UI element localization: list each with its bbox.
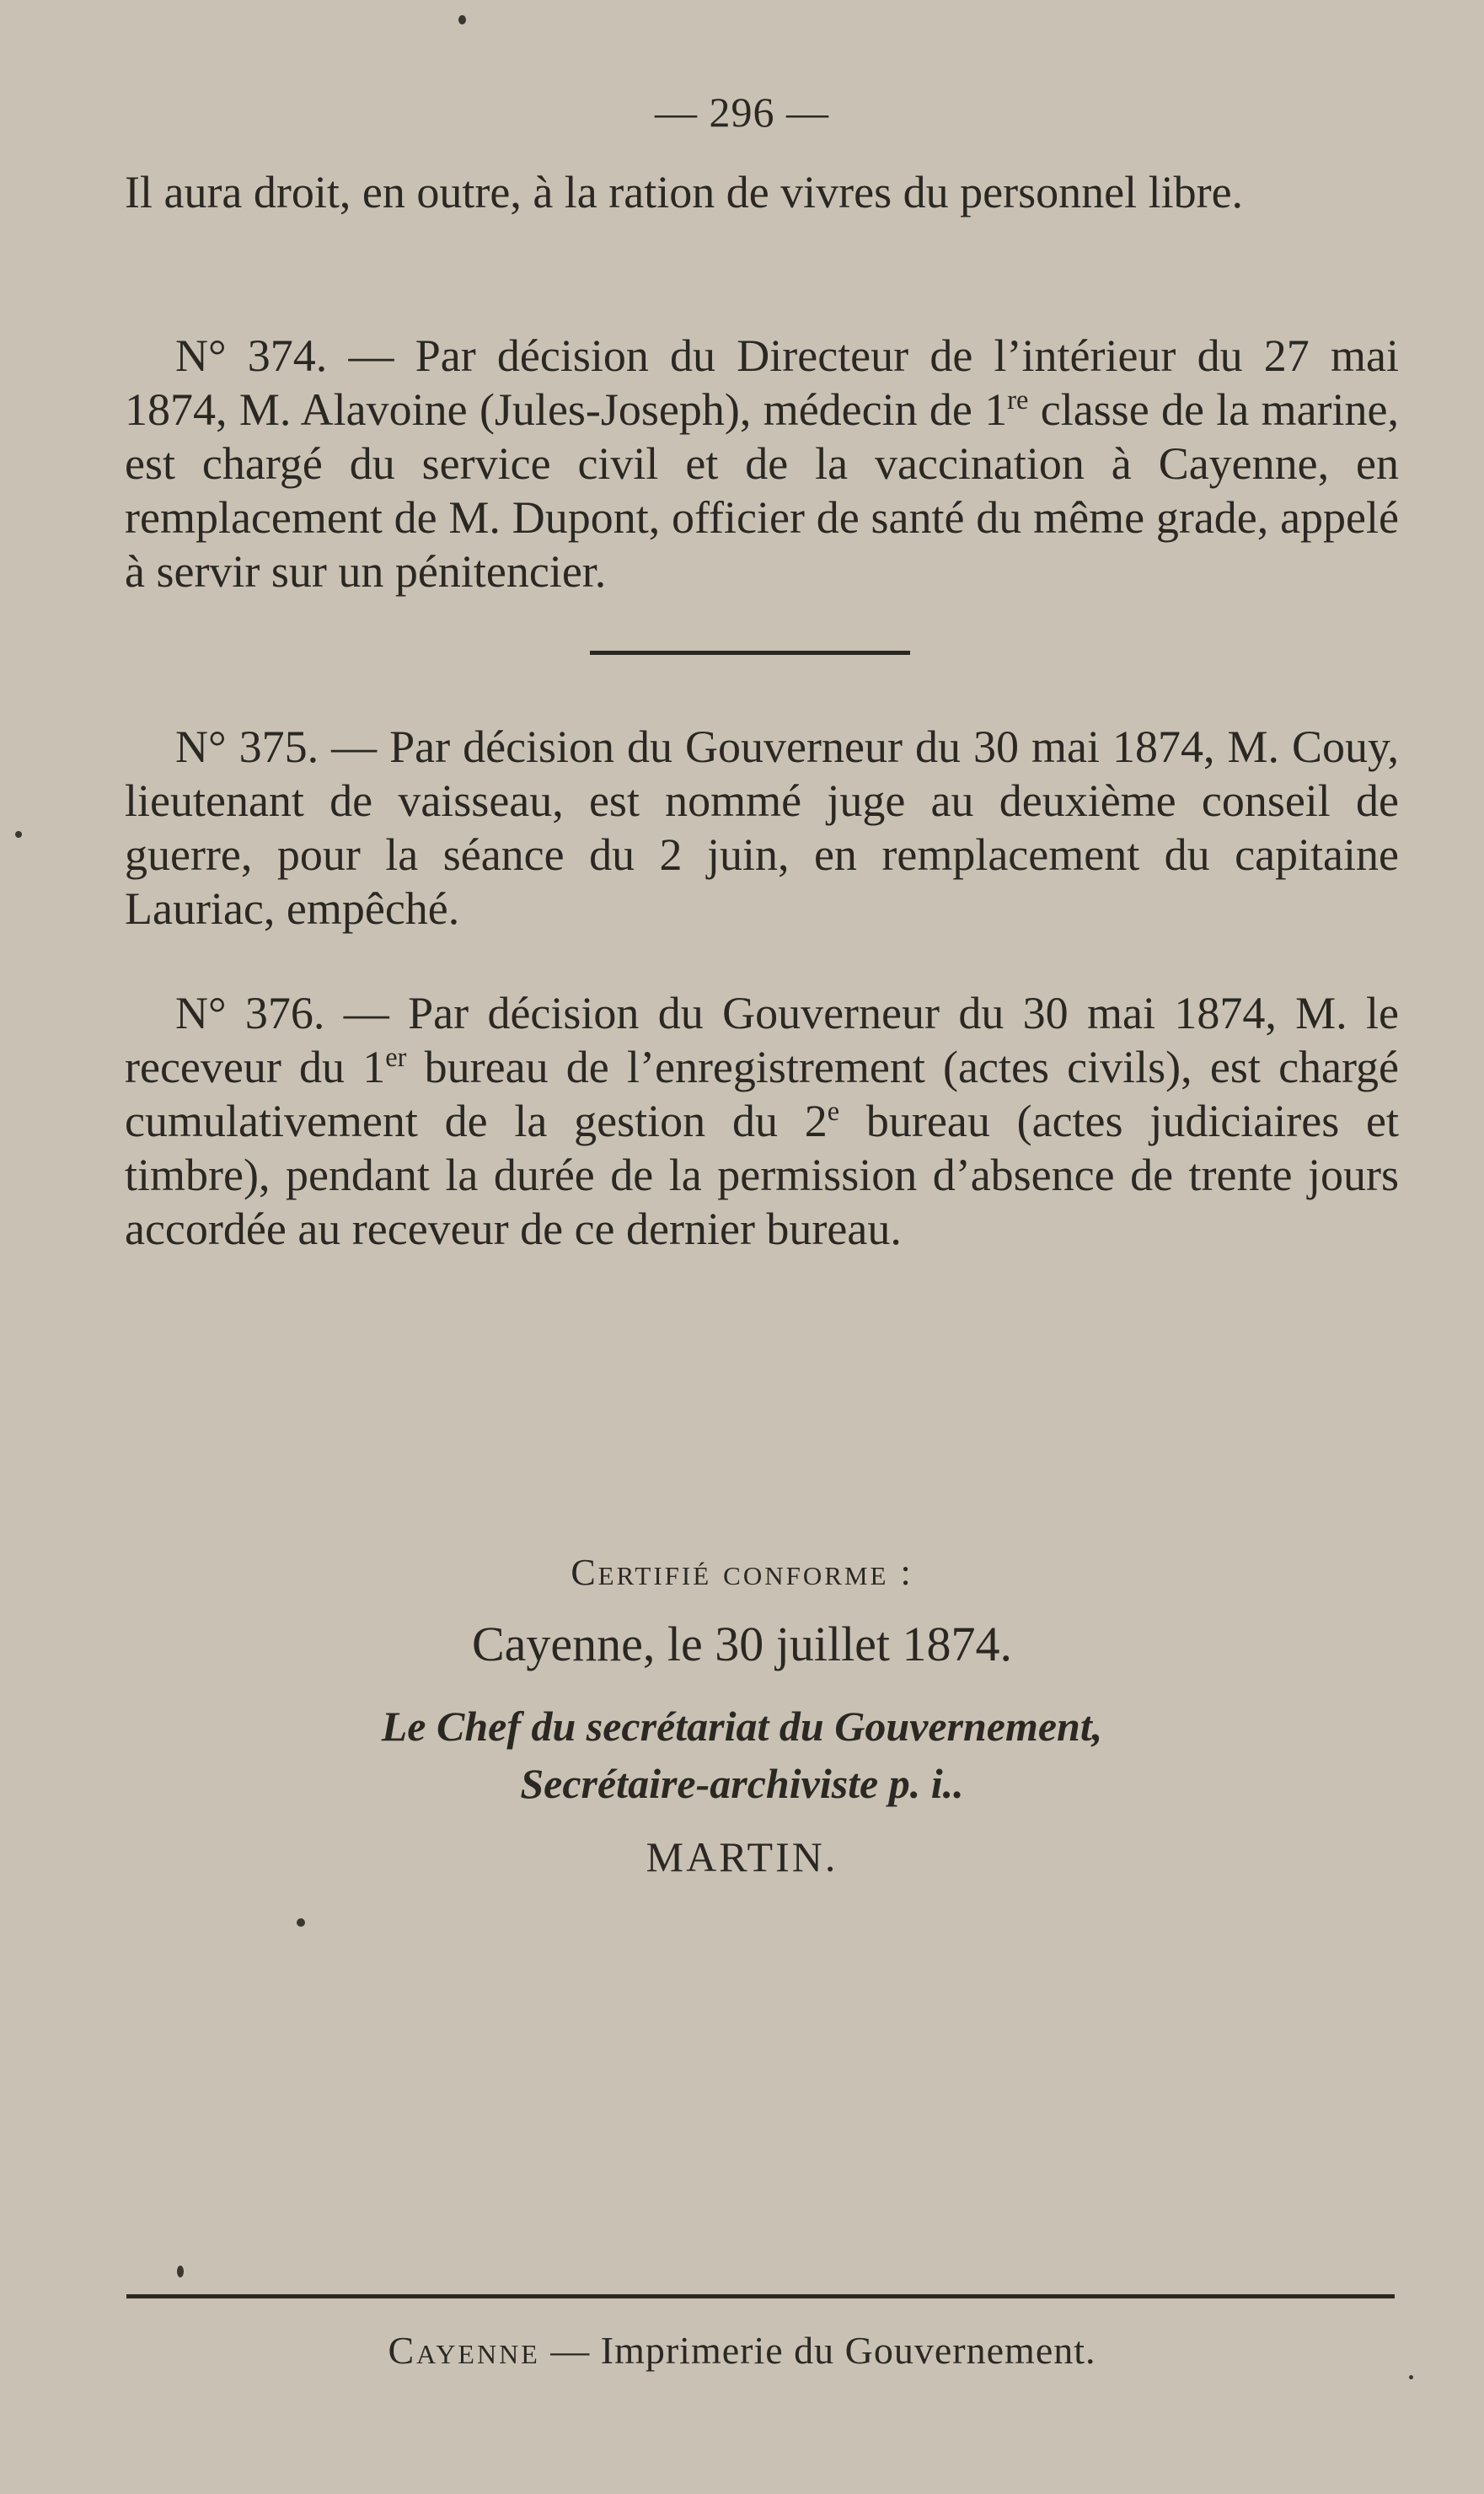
certifie-conforme-heading: Certifié conforme :	[571, 1552, 913, 1593]
paper-speck	[15, 831, 22, 838]
paper-speck	[297, 1918, 305, 1927]
page-number: — 296 —	[655, 88, 829, 136]
signer-title-line-2: Secrétaire-archiviste p. i..	[520, 1760, 964, 1807]
paper-speck	[1409, 2375, 1413, 2379]
paper-speck	[458, 15, 466, 24]
paragraph-374-text: N° 374. — Par décision du Directeur de l’intérieur du 27 mai 1874, M. Alavoine (Jules-Joseph), médecin de 1re classe de la marine, est chargé du service civil et de la vaccination à Cayenne, en remplacement de M. Dupont, officier de santé du même grade, appelé à servir sur un pénitencier.	[125, 330, 1399, 597]
paragraph-376-text: N° 376. — Par décision du Gouverneur du 30 mai 1874, M. le receveur du 1er bureau de l’enregistrement (actes civils), est chargé cumulativement de la gestion du 2e bureau (actes judiciaires et timbre), pendant la durée de la permission d’absence de trente jours accordée au receveur de ce dernier bureau.	[125, 988, 1399, 1254]
certification-block	[0, 1551, 1484, 1881]
colophon-separator: —	[539, 2329, 601, 2372]
printer-colophon	[0, 2328, 1484, 2373]
signer-title-line-1: Le Chef du secrétariat du Gouvernement,	[381, 1703, 1103, 1750]
section-divider	[590, 651, 910, 655]
decision-375	[125, 720, 1399, 936]
continuation-paragraph	[125, 165, 1399, 219]
decision-374	[125, 329, 1399, 598]
paper-speck	[177, 2266, 184, 2277]
footer-rule	[126, 2294, 1395, 2298]
paragraph-375-text: N° 375. — Par décision du Gouverneur du 30 mai 1874, M. Couy, lieutenant de vaisseau, est nommé juge au deuxième conseil de guerre, pour la séance du 2 juin, en remplacement du capitaine Lauriac, empêché.	[125, 721, 1399, 934]
colophon-city: Cayenne	[388, 2329, 540, 2372]
paragraph-continuation-text: Il aura droit, en outre, à la ration de vivres du personnel libre.	[125, 167, 1244, 217]
signer-name: MARTIN.	[646, 1833, 838, 1880]
colophon-printer: Imprimerie du Gouvernement.	[600, 2329, 1096, 2372]
place-date: Cayenne, le 30 juillet 1874.	[471, 1617, 1013, 1671]
decision-376	[125, 986, 1399, 1256]
